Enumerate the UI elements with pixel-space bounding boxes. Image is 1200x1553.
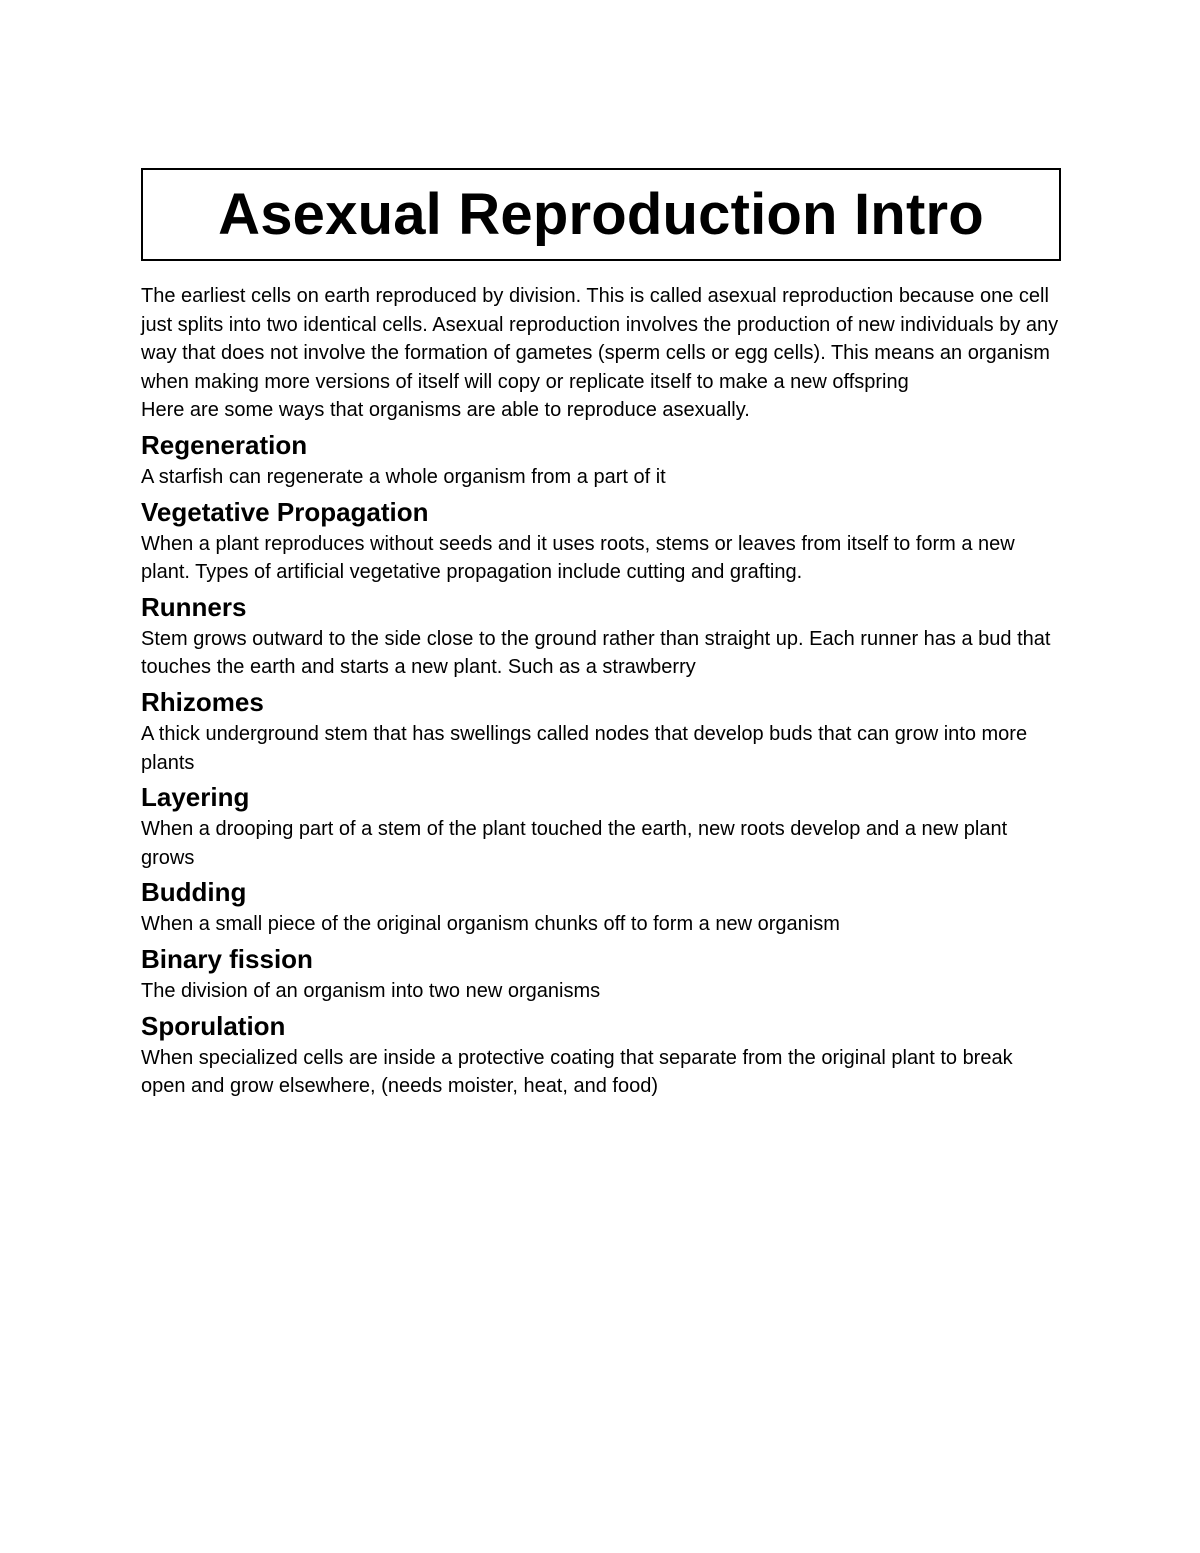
section-heading: Runners xyxy=(141,591,247,622)
section-runners xyxy=(141,589,1061,682)
section-layering xyxy=(141,779,1061,872)
section-heading: Layering xyxy=(141,782,250,813)
intro-lead-in: Here are some ways that organisms are able to reproduce asexually. xyxy=(141,399,750,422)
section-text: A thick underground stem that has swellings called nodes that develop buds that can grow into more plants xyxy=(141,722,1028,774)
section-heading: Budding xyxy=(141,877,247,908)
title-box xyxy=(141,168,1061,261)
section-text: When a drooping part of a stem of the plant touched the earth, new roots develop and a new plant grows xyxy=(141,818,1008,869)
section-heading: Rhizomes xyxy=(141,686,264,717)
document-page xyxy=(141,168,1061,1101)
section-text: When a small piece of the original organism chunks off to form a new organism xyxy=(141,913,840,936)
section-binary-fission xyxy=(141,941,1061,1006)
section-heading: Sporulation xyxy=(141,1010,286,1041)
section-heading: Vegetative Propagation xyxy=(141,496,429,527)
section-heading: Binary fission xyxy=(141,943,313,974)
section-vegetative-propagation xyxy=(141,494,1061,587)
section-text: A starfish can regenerate a whole organism from a part of it xyxy=(141,465,666,488)
section-text: When a plant reproduces without seeds and it uses roots, stems or leaves from itself to form a new plant. Types of artificial vegetative propagation include cutting and grafting. xyxy=(141,532,1015,584)
page-title: Asexual Reproduction Intro xyxy=(218,181,984,247)
section-heading: Regeneration xyxy=(141,429,308,460)
section-rhizomes xyxy=(141,684,1061,777)
section-budding xyxy=(141,874,1061,939)
section-sporulation xyxy=(141,1008,1061,1101)
section-text: When specialized cells are inside a protective coating that separate from the original plant to break open and grow elsewhere, (needs moister, heat, and food) xyxy=(141,1046,1013,1098)
intro-paragraph: The earliest cells on earth reproduced by division. This is called asexual reproduction because one cell just splits into two identical cells. Asexual reproduction involves the production of new individuals by any way that does not involve the formation of gametes (sperm cells or egg cells). This means an organism when making more versions of itself will copy or replicate itself to make a new offspring xyxy=(141,285,1059,393)
section-regeneration xyxy=(141,427,1061,492)
section-text: Stem grows outward to the side close to the ground rather than straight up. Each runner has a bud that touches the earth and starts a new plant. Such as a strawberry xyxy=(141,627,1051,679)
section-text: The division of an organism into two new organisms xyxy=(141,979,601,1002)
intro xyxy=(141,282,1061,425)
